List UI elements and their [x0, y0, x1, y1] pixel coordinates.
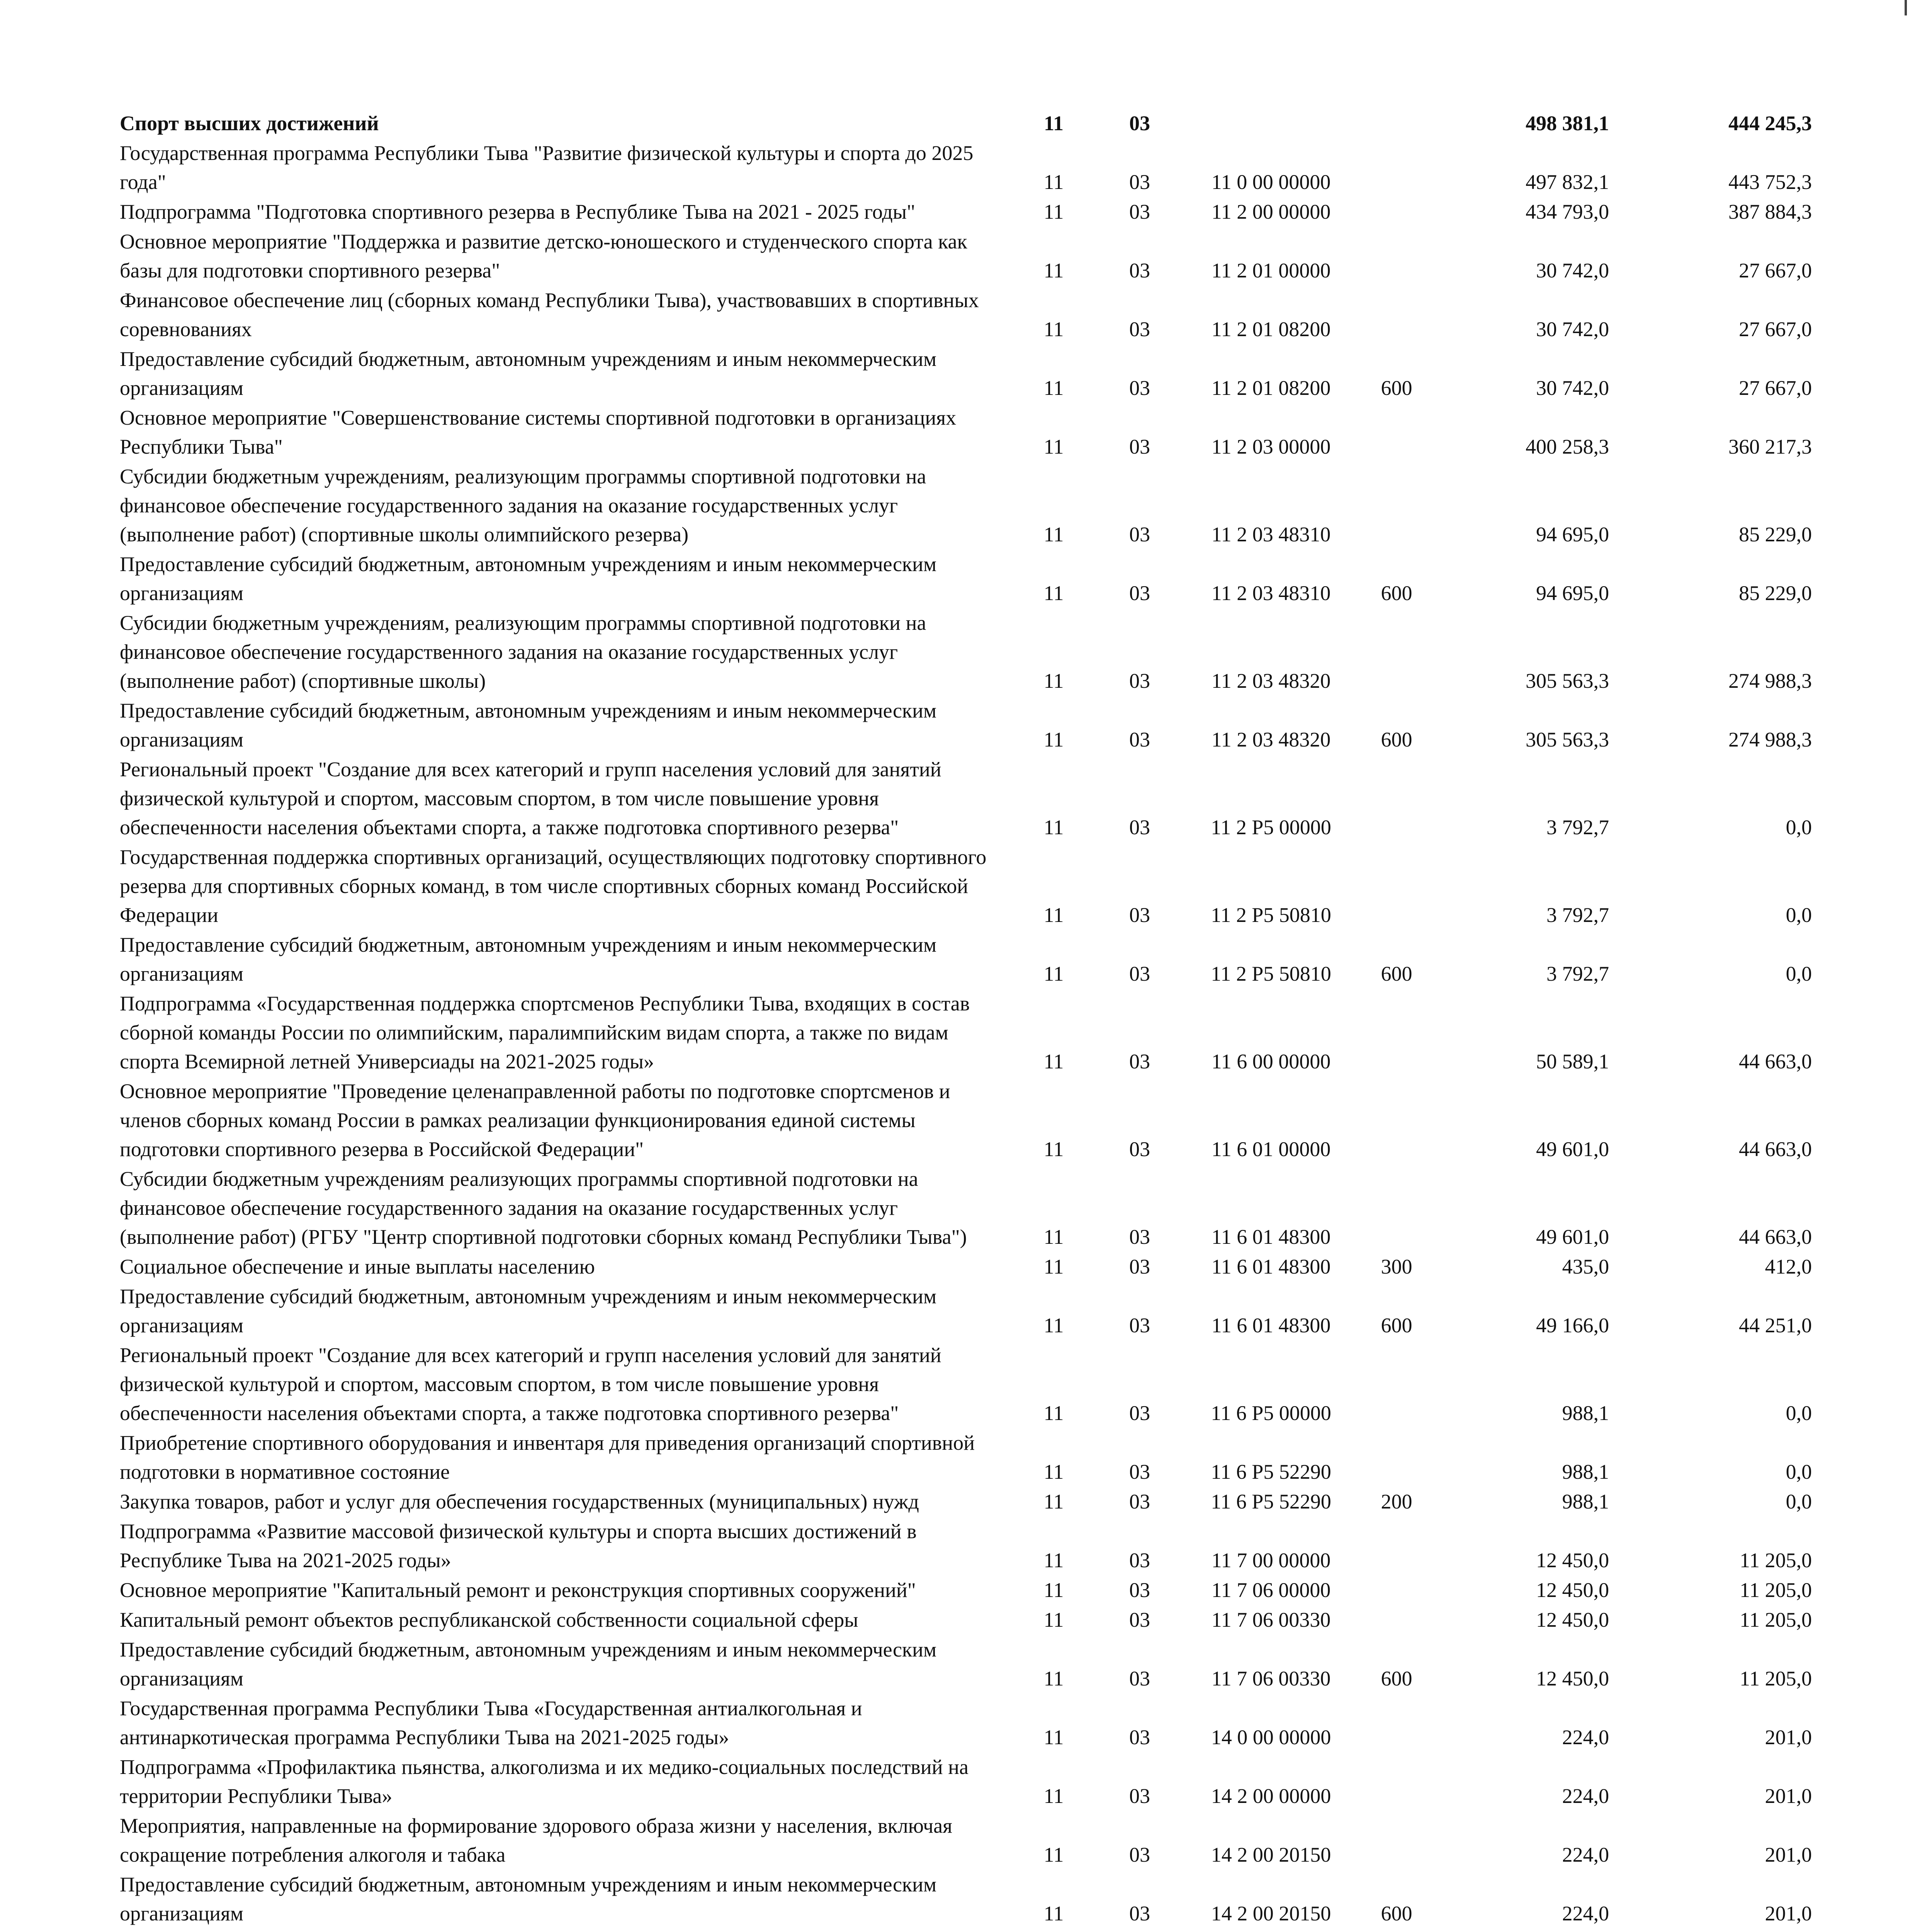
table-row [120, 1517, 1812, 1575]
row-section-code: 11 [1043, 170, 1064, 194]
row-amount-1: 305 563,3 [1526, 728, 1609, 751]
row-name: Подпрограмма «Профилактика пьянства, алкоголизма и их медико-социальных последствий на территории Республики Тыва» [120, 1755, 969, 1808]
row-subsection-code: 03 [1129, 112, 1150, 135]
row-amount-2: 11 205,0 [1740, 1549, 1812, 1572]
row-subsection-code: 03 [1129, 259, 1150, 282]
table-row [120, 197, 1812, 226]
row-section-code: 11 [1043, 1314, 1064, 1337]
row-name: Государственная программа Республики Тыва «Государственная антиалкогольная и антинаркотическая программа Республики Тыва на 2021-2025 годы» [120, 1697, 862, 1749]
row-section-code: 11 [1043, 1843, 1064, 1866]
row-section-code: 11 [1043, 523, 1064, 546]
row-amount-2: 27 667,0 [1739, 318, 1812, 341]
row-subsection-code: 03 [1129, 435, 1150, 458]
table-row [120, 550, 1812, 608]
row-target-article-code: 11 6 00 00000 [1211, 1050, 1331, 1073]
row-amount-1: 30 742,0 [1536, 259, 1609, 282]
row-name: Предоставление субсидий бюджетным, автономным учреждениям и иным некоммерческим организациям [120, 699, 937, 751]
row-subsection-code: 03 [1129, 1726, 1150, 1749]
row-amount-1: 94 695,0 [1536, 523, 1609, 546]
row-amount-1: 224,0 [1562, 1843, 1609, 1866]
row-target-article-code: 11 2 03 48320 [1211, 728, 1331, 751]
scan-edge-mark [1905, 0, 1907, 15]
row-amount-1: 12 450,0 [1536, 1608, 1609, 1631]
row-name: Приобретение спортивного оборудования и инвентаря для приведения организаций спортивной подготовки в нормативное состояние [120, 1431, 975, 1483]
row-target-article-code: 11 6 01 48300 [1211, 1314, 1331, 1337]
row-subsection-code: 03 [1129, 1784, 1150, 1808]
row-amount-2: 443 752,3 [1728, 170, 1812, 194]
row-target-article-code: 14 2 00 00000 [1211, 1784, 1331, 1808]
row-target-article-code: 11 7 06 00330 [1211, 1667, 1331, 1690]
row-amount-2: 201,0 [1765, 1726, 1812, 1749]
row-section-code: 11 [1043, 1255, 1064, 1278]
row-section-code: 11 [1043, 816, 1064, 839]
row-section-code [1008, 1929, 1099, 1932]
row-subsection-code: 03 [1129, 1225, 1150, 1248]
row-subsection-code: 03 [1129, 1255, 1150, 1278]
row-name: Предоставление субсидий бюджетным, автономным учреждениям и иным некоммерческим организациям [120, 553, 937, 605]
row-amount-1: 12 450,0 [1536, 1578, 1609, 1602]
row-amount-2: 0,0 [1786, 1401, 1812, 1425]
row-section-code: 11 [1043, 435, 1064, 458]
row-name: Основное мероприятие "Поддержка и развитие детско-юношеского и студенческого спорта как базы для подготовки спортивного резерва" [120, 230, 967, 282]
table-row [120, 227, 1812, 285]
table-row [120, 609, 1812, 696]
row-amount-2: 201,0 [1765, 1784, 1812, 1808]
table-row [120, 1576, 1812, 1605]
table-row [120, 1929, 1812, 1932]
row-amount-2: 44 663,0 [1739, 1138, 1812, 1161]
row-amount-1: 498 381,1 [1526, 112, 1609, 135]
row-amount-1: 988,1 [1562, 1460, 1609, 1483]
row-section-code: 11 [1043, 903, 1064, 927]
row-target-article-code: 11 2 03 48310 [1211, 523, 1331, 546]
row-amount-1: 49 601,0 [1536, 1138, 1609, 1161]
row-subsection-code [1099, 1929, 1180, 1932]
row-target-article-code: 11 7 06 00000 [1211, 1578, 1331, 1602]
row-amount-1: 988,1 [1562, 1401, 1609, 1425]
table-row [120, 696, 1812, 754]
row-name: Предоставление субсидий бюджетным, автономным учреждениям и иным некоммерческим организациям [120, 347, 937, 400]
row-amount-2: 360 217,3 [1728, 435, 1812, 458]
row-amount-1: 30 742,0 [1536, 318, 1609, 341]
row-name: Основное мероприятие "Проведение целенаправленной работы по подготовке спортсменов и членов сборных команд России в рамках реализации функционирования единой системы подготовки спортивного резерва в Российской Федерации" [120, 1080, 950, 1161]
row-amount-2: 27 667,0 [1739, 259, 1812, 282]
table-row [120, 403, 1812, 461]
row-subsection-code: 03 [1129, 1314, 1150, 1337]
row-name: Предоставление субсидий бюджетным, автономным учреждениям и иным некоммерческим организациям [120, 1285, 937, 1337]
table-row [120, 1635, 1812, 1693]
row-name: Подпрограмма «Развитие массовой физической культуры и спорта высших достижений в Республике Тыва на 2021-2025 годы» [120, 1520, 917, 1572]
row-amount-2: 274 988,3 [1728, 669, 1812, 692]
row-section-code: 11 [1043, 1138, 1064, 1161]
row-expense-type-code: 600 [1381, 962, 1412, 985]
table-row [120, 1753, 1812, 1811]
row-target-article-code: 11 6 01 00000 [1211, 1138, 1331, 1161]
row-amount-1: 224,0 [1562, 1784, 1609, 1808]
row-amount-2: 444 245,3 [1728, 112, 1812, 135]
table-row [120, 1165, 1812, 1252]
row-amount-2: 0,0 [1786, 816, 1812, 839]
row-amount-1: 49 601,0 [1536, 1225, 1609, 1248]
row-section-code: 11 [1043, 1902, 1064, 1925]
row-section-code: 11 [1043, 318, 1064, 341]
table-row [120, 139, 1812, 197]
row-expense-type-code: 600 [1381, 1667, 1412, 1690]
row-subsection-code: 03 [1129, 200, 1150, 223]
row-target-article-code: 11 2 P5 50810 [1211, 962, 1331, 985]
row-subsection-code: 03 [1129, 1667, 1150, 1690]
row-amount-2: 0,0 [1786, 1460, 1812, 1483]
row-section-code: 11 [1043, 669, 1064, 692]
row-expense-type-code: 200 [1381, 1490, 1412, 1513]
row-subsection-code: 03 [1129, 170, 1150, 194]
table-row [120, 1282, 1812, 1340]
row-name: Финансовое обеспечение лиц (сборных команд Республики Тыва), участвовавших в спортивных соревнованиях [120, 289, 979, 341]
row-amount-2: 0,0 [1786, 962, 1812, 985]
table-row [120, 1341, 1812, 1428]
row-amount-2: 27 667,0 [1739, 376, 1812, 400]
row-expense-type-code: 300 [1381, 1255, 1412, 1278]
row-name: Спорт высших достижений [120, 112, 379, 135]
row-amount-1: 3 792,7 [1546, 816, 1609, 839]
row-target-article-code: 11 2 03 48320 [1211, 669, 1331, 692]
table-row [120, 109, 1812, 138]
row-amount-1: 988,1 [1562, 1490, 1609, 1513]
row-name: Государственная программа Республики Тыва "Развитие физической культуры и спорта до 2025 года" [120, 141, 974, 194]
table-row [120, 1429, 1812, 1486]
row-name: Мероприятия, направленные на формирование здорового образа жизни у населения, включая сокращение потребления алкоголя и табака [120, 1814, 952, 1866]
row-subsection-code: 03 [1129, 1843, 1150, 1866]
row-amount-1: 49 166,0 [1536, 1314, 1609, 1337]
row-amount-1: 94 695,0 [1536, 582, 1609, 605]
row-target-article-code: 11 6 01 48300 [1211, 1255, 1331, 1278]
row-section-code: 11 [1043, 376, 1064, 400]
row-subsection-code: 03 [1129, 669, 1150, 692]
row-amount-1: 12 450,0 [1536, 1667, 1609, 1690]
row-amount-1: 30 742,0 [1536, 376, 1609, 400]
row-target-article-code: 11 2 01 08200 [1211, 376, 1331, 400]
table-row [120, 1694, 1812, 1752]
row-section-code: 11 [1043, 1549, 1064, 1572]
row-amount-1: 305 563,3 [1526, 669, 1609, 692]
row-subsection-code: 03 [1129, 376, 1150, 400]
row-section-code: 11 [1043, 582, 1064, 605]
row-section-code: 11 [1043, 962, 1064, 985]
row-target-article-code: 14 2 00 20150 [1211, 1902, 1331, 1925]
row-name: Капитальный ремонт объектов республиканской собственности социальной сферы [120, 1608, 858, 1631]
row-section-code: 11 [1043, 1460, 1064, 1483]
row-amount-2: 85 229,0 [1739, 582, 1812, 605]
row-name: Субсидии бюджетным учреждениям, реализующим программы спортивной подготовки на финансовое обеспечение государственного задания на оказание государственных услуг (выполнение работ) (спортивные школы) [120, 611, 926, 692]
row-subsection-code: 03 [1129, 903, 1150, 927]
row-name: Субсидии бюджетным учреждениям, реализующим программы спортивной подготовки на финансовое обеспечение государственного задания на оказание государственных услуг (выполнение работ) (спортивные школы олимпийского резерва) [120, 465, 926, 546]
row-section-code: 11 [1043, 1225, 1064, 1248]
row-section-code: 11 [1043, 1490, 1064, 1513]
row-name: Подпрограмма "Подготовка спортивного резерва в Республике Тыва на 2021 - 2025 годы" [120, 200, 916, 223]
table-row [120, 1252, 1812, 1281]
row-amount-1: 50 589,1 [1536, 1050, 1609, 1073]
row-target-article-code: 11 2 01 00000 [1211, 259, 1331, 282]
row-amount-1: 12 450,0 [1536, 1549, 1609, 1572]
row-section-code: 11 [1043, 1401, 1064, 1425]
row-section-code: 11 [1043, 1050, 1064, 1073]
row-target-article-code: 11 2 03 00000 [1211, 435, 1331, 458]
row-amount-2: 11 205,0 [1740, 1667, 1812, 1690]
row-name: Региональный проект "Создание для всех категорий и групп населения условий для занятий физической культурой и спортом, массовым спортом, в том числе повышение уровня обеспеченности населения объектами спорта, а также подготовка спортивного резерва" [120, 758, 941, 839]
row-name: Основное мероприятие "Капитальный ремонт и реконструкция спортивных сооружений" [120, 1578, 916, 1602]
table-row [120, 930, 1812, 988]
row-amount-1: 400 258,3 [1526, 435, 1609, 458]
row-amount-2: 11 205,0 [1740, 1608, 1812, 1631]
table-row [120, 345, 1812, 403]
table-row [120, 286, 1812, 344]
row-target-article-code: 11 2 03 48310 [1211, 582, 1331, 605]
row-subsection-code: 03 [1129, 1490, 1150, 1513]
row-subsection-code: 03 [1129, 1401, 1150, 1425]
table-row [120, 462, 1812, 549]
row-name: Социальное обеспечение и иные выплаты населению [120, 1255, 595, 1278]
row-target-article-code [1180, 1929, 1362, 1932]
row-expense-type-code: 600 [1381, 1902, 1412, 1925]
row-amount-1: 497 832,1 [1526, 170, 1609, 194]
row-amount-2: 412,0 [1765, 1255, 1812, 1278]
table-row [120, 1077, 1812, 1164]
row-subsection-code: 03 [1129, 1578, 1150, 1602]
row-expense-type-code: 600 [1381, 728, 1412, 751]
row-target-article-code: 11 6 P5 52290 [1211, 1460, 1331, 1483]
row-amount-1 [1431, 1929, 1609, 1932]
row-amount-2: 201,0 [1765, 1843, 1812, 1866]
table-row [120, 1870, 1812, 1928]
row-target-article-code: 11 2 00 00000 [1211, 200, 1331, 223]
row-subsection-code: 03 [1129, 1549, 1150, 1572]
row-name: Предоставление субсидий бюджетным, автономным учреждениям и иным некоммерческим организациям [120, 1638, 937, 1690]
row-section-code: 11 [1043, 1608, 1064, 1631]
row-name: Закупка товаров, работ и услуг для обеспечения государственных (муниципальных) нужд [120, 1490, 919, 1513]
row-target-article-code: 11 6 P5 52290 [1211, 1490, 1331, 1513]
row-target-article-code: 11 7 00 00000 [1211, 1549, 1331, 1572]
row-expense-type-code: 600 [1381, 1314, 1412, 1337]
row-amount-2: 85 229,0 [1739, 523, 1812, 546]
row-subsection-code: 03 [1129, 1460, 1150, 1483]
table-row [120, 1487, 1812, 1516]
row-target-article-code: 14 2 00 20150 [1211, 1843, 1331, 1866]
row-expense-type-code: 600 [1381, 376, 1412, 400]
row-section-code: 11 [1043, 112, 1064, 135]
row-amount-2: 0,0 [1786, 903, 1812, 927]
row-amount-2: 0,0 [1786, 1490, 1812, 1513]
row-amount-2: 387 884,3 [1728, 200, 1812, 223]
table-row [120, 843, 1812, 930]
row-subsection-code: 03 [1129, 1902, 1150, 1925]
row-subsection-code: 03 [1129, 816, 1150, 839]
row-amount-1: 224,0 [1562, 1726, 1609, 1749]
row-target-article-code: 11 6 P5 00000 [1211, 1401, 1331, 1425]
row-amount-1: 434 793,0 [1526, 200, 1609, 223]
row-subsection-code: 03 [1129, 728, 1150, 751]
row-name: Государственная поддержка спортивных организаций, осуществляющих подготовку спортивного резерва для спортивных сборных команд, в том числе спортивных сборных команд Российской Федерации [120, 845, 987, 927]
row-amount-2: 11 205,0 [1740, 1578, 1812, 1602]
row-amount-2: 44 663,0 [1739, 1050, 1812, 1073]
row-name [120, 1929, 1008, 1932]
row-section-code: 11 [1043, 1667, 1064, 1690]
row-section-code: 11 [1043, 1784, 1064, 1808]
row-name: Региональный проект "Создание для всех категорий и групп населения условий для занятий физической культурой и спортом, массовым спортом, в том числе повышение уровня обеспеченности населения объектами спорта, а также подготовка спортивного резерва" [120, 1344, 941, 1425]
row-section-code: 11 [1043, 1578, 1064, 1602]
row-name: Подпрограмма «Государственная поддержка спортсменов Республики Тыва, входящих в состав сборной команды России по олимпийским, паралимпийским видам спорта, а также по видам спорта Всемирной летней Универсиады на 2021-2025 годы» [120, 992, 970, 1073]
row-target-article-code: 11 2 P5 00000 [1211, 816, 1331, 839]
row-name: Субсидии бюджетным учреждениям реализующих программы спортивной подготовки на финансовое обеспечение государственного задания на оказание государственных услуг (выполнение работ) (РГБУ "Центр спортивной подготовки сборных команд Республики Тыва") [120, 1167, 967, 1248]
row-target-article-code: 11 7 06 00330 [1211, 1608, 1331, 1631]
row-section-code: 11 [1043, 259, 1064, 282]
row-section-code: 11 [1043, 1726, 1064, 1749]
row-subsection-code: 03 [1129, 318, 1150, 341]
row-name: Предоставление субсидий бюджетным, автономным учреждениям и иным некоммерческим организациям [120, 1873, 937, 1925]
table-row [120, 1605, 1812, 1634]
row-subsection-code: 03 [1129, 582, 1150, 605]
row-name: Основное мероприятие "Совершенствование системы спортивной подготовки в организациях Республики Тыва" [120, 406, 957, 458]
row-amount-2 [1609, 1929, 1812, 1932]
row-subsection-code: 03 [1129, 523, 1150, 546]
row-target-article-code: 11 0 00 00000 [1211, 170, 1331, 194]
row-target-article-code: 11 2 P5 50810 [1211, 903, 1331, 927]
row-amount-1: 435,0 [1562, 1255, 1609, 1278]
row-expense-type-code: 600 [1381, 582, 1412, 605]
row-subsection-code: 03 [1129, 1138, 1150, 1161]
row-amount-1: 3 792,7 [1546, 962, 1609, 985]
row-subsection-code: 03 [1129, 1608, 1150, 1631]
row-target-article-code: 14 0 00 00000 [1211, 1726, 1331, 1749]
row-amount-2: 44 663,0 [1739, 1225, 1812, 1248]
row-subsection-code: 03 [1129, 1050, 1150, 1073]
table-row [120, 755, 1812, 842]
table-row [120, 1811, 1812, 1869]
budget-table [120, 109, 1812, 1932]
row-target-article-code: 11 6 01 48300 [1211, 1225, 1331, 1248]
row-amount-2: 274 988,3 [1728, 728, 1812, 751]
row-amount-2: 44 251,0 [1739, 1314, 1812, 1337]
row-target-article-code: 11 2 01 08200 [1211, 318, 1331, 341]
row-section-code: 11 [1043, 728, 1064, 751]
row-name: Предоставление субсидий бюджетным, автономным учреждениям и иным некоммерческим организациям [120, 933, 937, 985]
row-subsection-code: 03 [1129, 962, 1150, 985]
row-section-code: 11 [1043, 200, 1064, 223]
row-amount-1: 3 792,7 [1546, 903, 1609, 927]
row-amount-2: 201,0 [1765, 1902, 1812, 1925]
row-amount-1: 224,0 [1562, 1902, 1609, 1925]
table-row [120, 989, 1812, 1076]
